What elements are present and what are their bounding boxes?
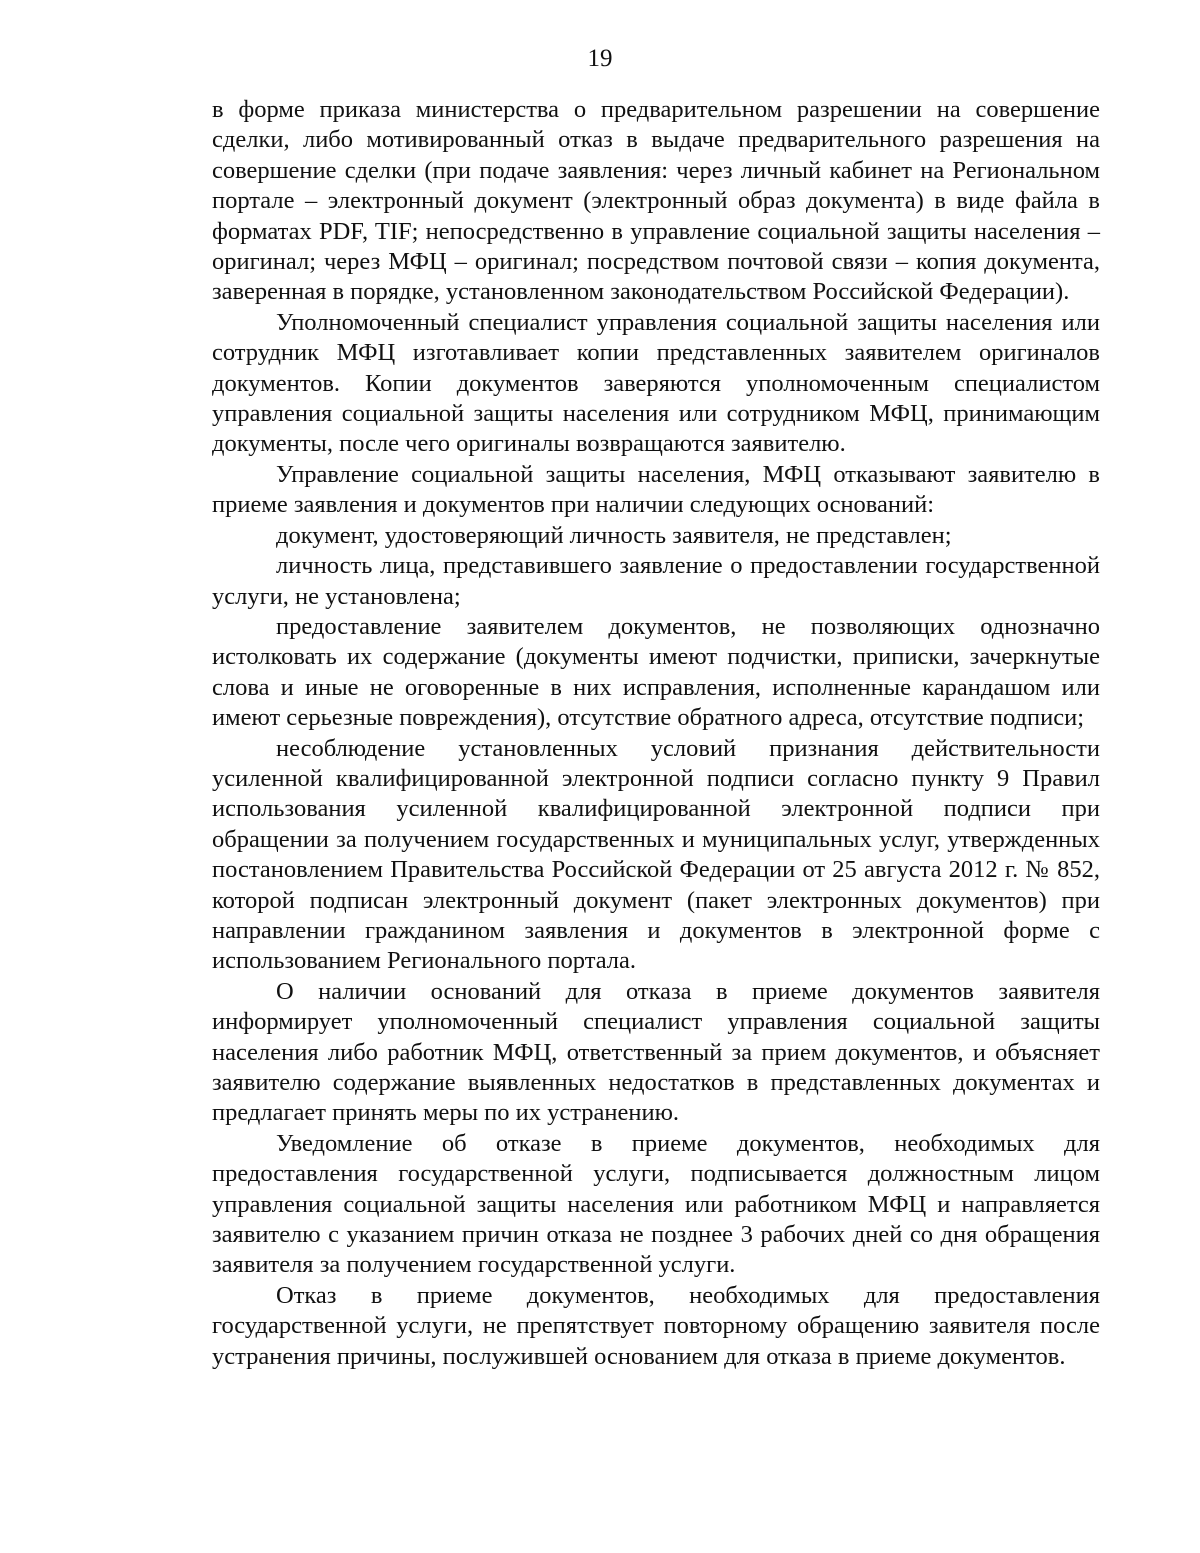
paragraph-repeat-application: Отказ в приеме документов, необходимых для предоставления государственной услуги, не препятствует повторному обращению заявителя после устранения причины, послужившей основанием для отказа в приеме документов. (212, 1281, 1100, 1370)
paragraph-copies-certification: Уполномоченный специалист управления социальной защиты населения или сотрудник МФЦ изготавливает копии представленных заявителем оригиналов документов. Копии документов заверяются уполномоченным специалистом управления социальной защиты населения или сотрудником МФЦ, принимающим документы, после чего оригиналы возвращаются заявителю. (212, 308, 1100, 458)
paragraph-ground-signature-invalid: несоблюдение установленных условий признания действительности усиленной квалифицированной электронной подписи согласно пункту 9 Правил использования усиленной квалифицированной электронной подписи при обращении за получением государственных и муниципальных услуг, утвержденных постановлением Правительства Российской Федерации от 25 августа 2012 г. № 852, которой подписан электронный документ (пакет электронных документов) при направлении гражданином заявления и документов в электронной форме с использованием Регионального портала. (212, 734, 1100, 975)
paragraph-continuation: в форме приказа министерства о предварительном разрешении на совершение сделки, либо мотивированный отказ в выдаче предварительного разрешения на совершение сделки (при подаче заявления: через личный кабинет на Региональном портале – электронный документ (электронный образ документа) в виде файла в форматах PDF, TIF; непосредственно в управление социальной защиты населения – оригинал; через МФЦ – оригинал; посредством почтовой связи – копия документа, заверенная в порядке, установленном законодательством Российской Федерации). (212, 96, 1100, 306)
paragraph-refusal-grounds-intro: Управление социальной защиты населения, МФЦ отказывают заявителю в приеме заявления и документов при наличии следующих оснований: (212, 460, 1100, 519)
paragraph-ground-no-id: документ, удостоверяющий личность заявителя, не представлен; (276, 521, 952, 549)
paragraph-refusal-notification: Уведомление об отказе в приеме документов, необходимых для предоставления государственной услуги, подписывается должностным лицом управления социальной защиты населения или работником МФЦ и направляется заявителю с указанием причин отказа не позднее 3 рабочих дней со дня обращения заявителя за получением государственной услуги. (212, 1129, 1100, 1279)
page-number: 19 (587, 45, 613, 72)
paragraph-ground-identity-not-established: личность лица, представившего заявление о предоставлении государственной услуги, не установлена; (212, 552, 1100, 610)
paragraph-informing-applicant: О наличии оснований для отказа в приеме документов заявителя информирует уполномоченный специалист управления социальной защиты населения либо работник МФЦ, ответственный за прием документов, и объясняет заявителю содержание выявленных недостатков в представленных документах и предлагает принять меры по их устранению. (212, 977, 1100, 1127)
document-body (212, 95, 1100, 1372)
paragraph-ground-ambiguous-documents: предоставление заявителем документов, не позволяющих однозначно истолковать их содержание (документы имеют подчистки, приписки, зачеркнутые слова и иные не оговоренные в них исправления, исполненные карандашом или имеют серьезные повреждения), отсутствие обратного адреса, отсутствие подписи; (212, 612, 1100, 732)
